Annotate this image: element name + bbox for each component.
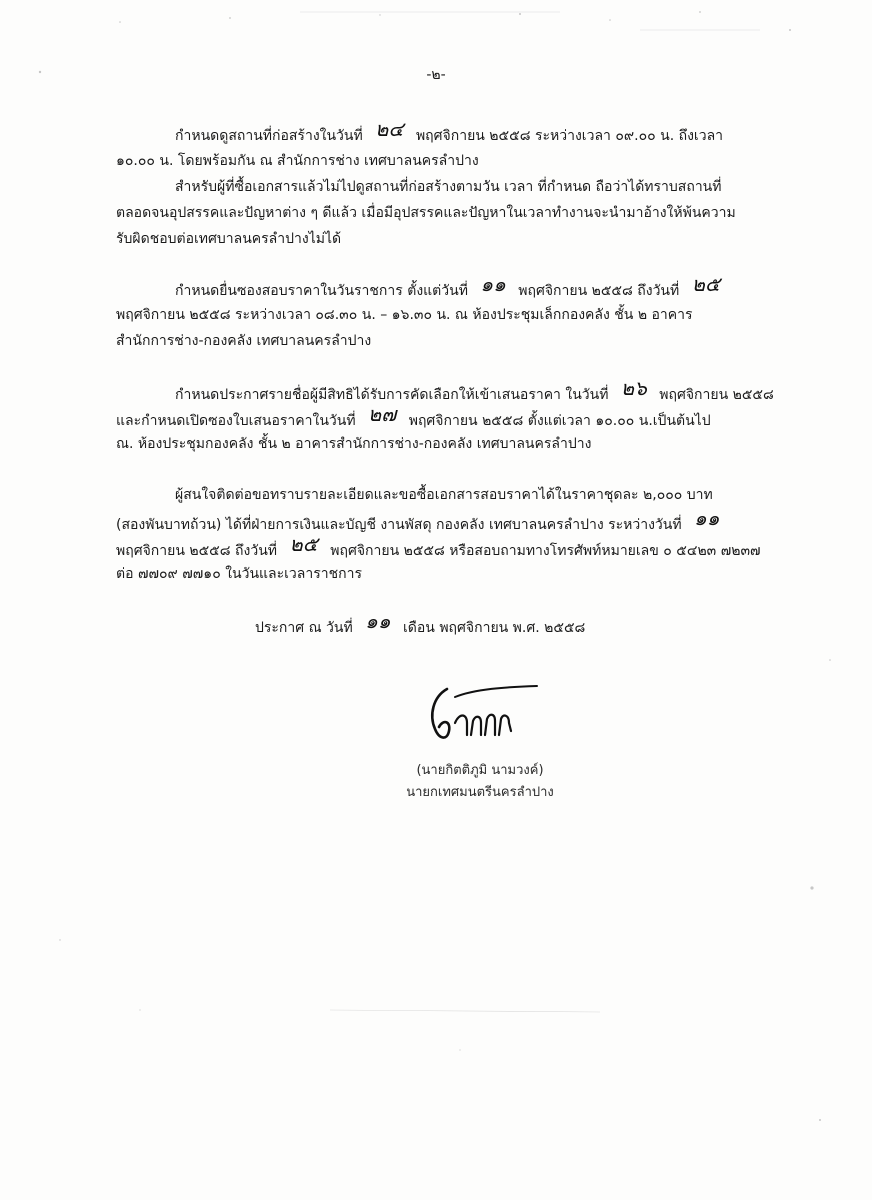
para4-line3-text-a: พฤศจิกายน ๒๕๕๘ ถึงวันที่ xyxy=(116,543,277,559)
para3-line2-text-b: พฤศจิกายน ๒๕๕๘ ตั้งแต่เวลา ๑๐.๐๐ น.เป็นต้นไป xyxy=(408,413,711,429)
announcement-date xyxy=(255,609,586,638)
announce-prefix: ประกาศ ณ วันที่ xyxy=(255,620,353,636)
para3-line2 xyxy=(116,402,711,431)
page-number: -๒- xyxy=(426,67,446,83)
para4-line3 xyxy=(116,532,761,561)
para4-line2 xyxy=(116,506,727,535)
signer-name: (นายกิตติภูมิ นามวงค์) xyxy=(416,763,544,778)
para3-line1 xyxy=(175,376,774,405)
para3-line1-text-b: พฤศจิกายน ๒๕๕๘ xyxy=(659,387,774,403)
handwritten-date: ๒๖ xyxy=(620,376,647,400)
para3-line3: ณ. ห้องประชุมกองคลัง ชั้น ๒ อาคารสำนักการช่าง-กองคลัง เทศบาลนครลำปาง xyxy=(116,436,592,452)
handwritten-date: ๑๑ xyxy=(365,609,391,633)
para1-line1 xyxy=(175,117,724,146)
para1-line2: ๑๐.๐๐ น. โดยพร้อมกัน ณ สำนักการช่าง เทศบาลนครลำปาง xyxy=(116,153,479,169)
signer-position: นายกเทศมนตรีนครลำปาง xyxy=(406,785,554,800)
handwritten-date: ๑๑ xyxy=(480,272,506,296)
para3-line2-text-a: และกำหนดเปิดซองใบเสนอราคาในวันที่ xyxy=(116,413,356,429)
announce-month: พฤศจิกายน พ.ศ. ๒๕๕๘ xyxy=(439,620,586,636)
para1-line3: สำหรับผู้ที่ซื้อเอกสารแล้วไม่ไปดูสถานที่ก่อสร้างตามวัน เวลา ที่กำหนด ถือว่าได้ทราบสถานที่ xyxy=(175,179,722,195)
handwritten-date: ๑๑ xyxy=(694,506,720,530)
para2-line1-text-a: กำหนดยื่นซองสอบราคาในวันราชการ ตั้งแต่วันที่ xyxy=(175,283,468,299)
para4-line4: ต่อ ๗๗๐๙ ๗๗๑๐ ในวันและเวลาราชการ xyxy=(116,566,362,582)
para1-line1-text-a: กำหนดดูสถานที่ก่อสร้างในวันที่ xyxy=(175,128,363,144)
signature-image xyxy=(425,683,545,745)
para2-line1-text-b: พฤศจิกายน ๒๕๕๘ ถึงวันที่ xyxy=(518,283,680,299)
para1-line1-text-b: พฤศจิกายน ๒๕๕๘ ระหว่างเวลา ๐๙.๐๐ น. ถึงเวลา xyxy=(415,128,724,144)
handwritten-date: ๒๕ xyxy=(289,532,318,556)
para1-line4: ตลอดจนอุปสรรคและปัญหาต่าง ๆ ดีแล้ว เมื่อมีอุปสรรคและปัญหาในเวลาทำงานจะนำมาอ้างให้พ้นความ xyxy=(116,205,736,221)
para2-line3: สำนักการช่าง-กองคลัง เทศบาลนครลำปาง xyxy=(116,333,372,349)
announce-month-label: เดือน xyxy=(403,620,435,636)
para4-line3-text-b: พฤศจิกายน ๒๕๕๘ หรือสอบถามทางโทรศัพท์หมายเลข ๐ ๕๔๒๓ ๗๒๓๗ xyxy=(330,543,761,559)
handwritten-date: ๒๕ xyxy=(691,272,721,296)
handwritten-date: ๒๗ xyxy=(368,402,397,426)
para4-line2-text-a: (สองพันบาทถ้วน) ได้ที่ฝ่ายการเงินและบัญชี งานพัสดุ กองคลัง เทศบาลนครลำปาง ระหว่างวันที่ xyxy=(116,517,682,533)
para4-line1: ผู้สนใจติดต่อขอทราบรายละเอียดและขอซื้อเอกสารสอบราคาได้ในราคาชุดละ ๒,๐๐๐ บาท xyxy=(175,487,713,503)
para2-line1 xyxy=(175,272,728,301)
para1-line5: รับผิดชอบต่อเทศบาลนครลำปางไม่ได้ xyxy=(116,231,342,247)
signature-block xyxy=(360,760,600,804)
handwritten-date: ๒๔ xyxy=(375,117,404,141)
para2-line2: พฤศจิกายน ๒๕๕๘ ระหว่างเวลา ๐๘.๓๐ น. – ๑๖.๓๐ น. ณ ห้องประชุมเล็กกองคลัง ชั้น ๒ อาคาร xyxy=(116,307,693,323)
para3-line1-text-a: กำหนดประกาศรายชื่อผู้มีสิทธิได้รับการคัดเลือกให้เข้าเสนอราคา ในวันที่ xyxy=(175,387,609,403)
